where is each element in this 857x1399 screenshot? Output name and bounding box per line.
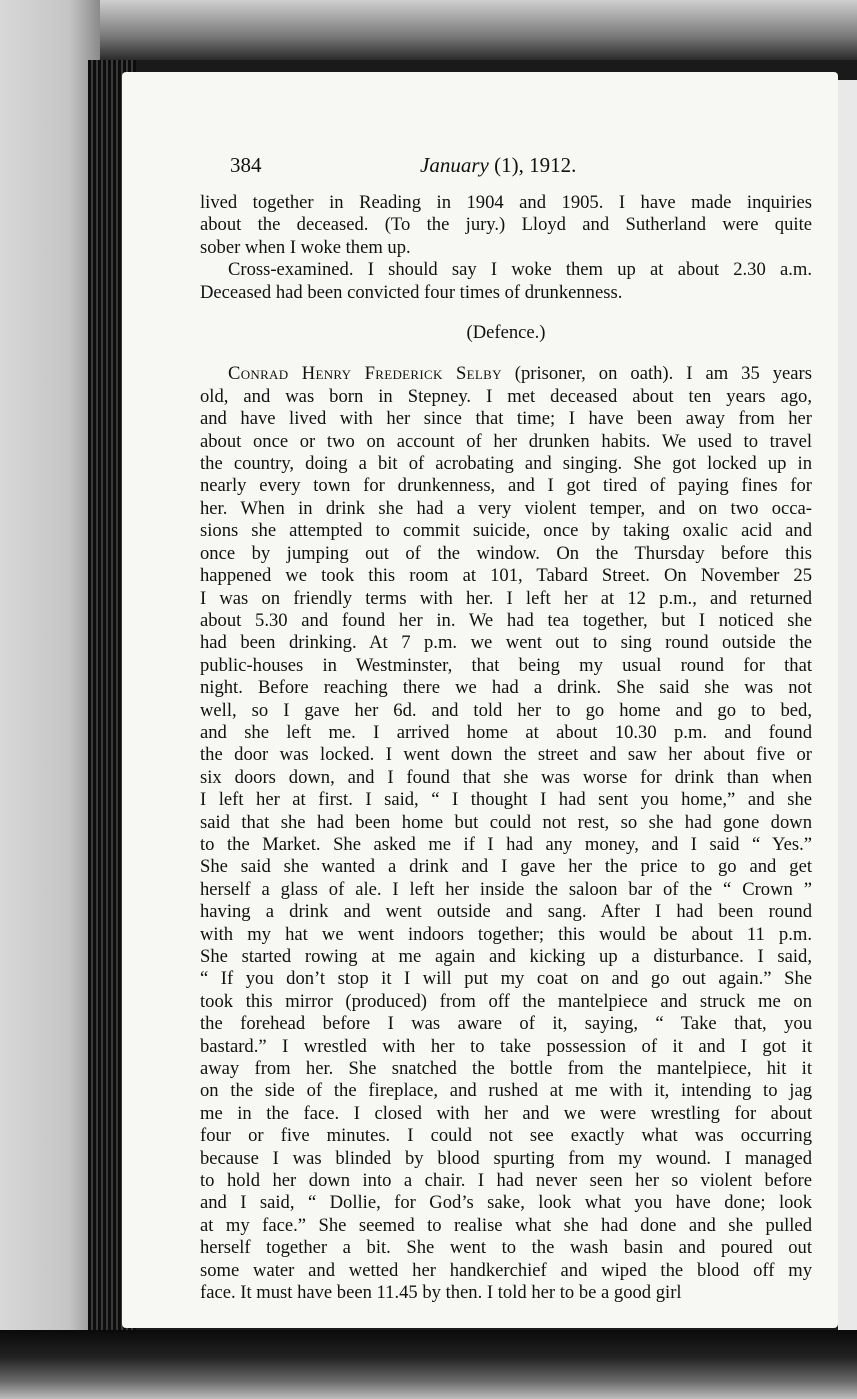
text-line: I was on friendly terms with her. I left her at 12 p.m., and returned xyxy=(200,587,812,609)
text-line: had been drinking. At 7 p.m. we went out to sing round outside the xyxy=(200,632,812,654)
text-line: sober when I woke them up. xyxy=(200,236,411,258)
text-line: because I was blinded by blood spurting from my wound. I managed xyxy=(200,1147,812,1169)
running-head-date-rest: (1), 1912. xyxy=(494,153,577,177)
text-line: the country, doing a bit of acrobating and singing. She got locked up in xyxy=(200,453,812,475)
running-head-month: January xyxy=(420,153,489,177)
scan-bottom-edge xyxy=(0,1330,857,1399)
text-line: bastard.” I wrestled with her to take possession of it and I got it xyxy=(200,1035,812,1057)
text-line: herself together a bit. She went to the wash basin and poured out xyxy=(200,1237,812,1259)
text-line: “ If you don’t stop it I will put my coat on and go out again.” She xyxy=(200,968,812,990)
paragraph-continued xyxy=(200,192,812,259)
text-line: happened we took this room at 101, Tabard Street. On November 25 xyxy=(200,565,812,587)
facing-page-sliver xyxy=(838,80,857,1340)
text-line: nearly every town for drunkenness, and I got tired of paying fines for xyxy=(200,475,812,497)
text-line: She started rowing at me again and kicking up a disturbance. I said, xyxy=(200,946,812,967)
text-line: at my face.” She seemed to realise what she had done and she pulled xyxy=(200,1214,812,1236)
text-line: public-houses in Westminster, that being my usual round for that xyxy=(200,654,812,676)
text-line: to the Market. She asked me if I had any money, and I said “ Yes.” xyxy=(200,833,812,855)
running-head xyxy=(230,153,790,179)
running-head-date xyxy=(420,153,576,178)
text-line: about once or two on account of her drunken habits. We used to travel xyxy=(200,430,812,452)
text-line: some water and wetted her handkerchief and wiped the blood off my xyxy=(200,1259,812,1281)
text-line: Deceased had been convicted four times of drunkenness. xyxy=(200,281,623,303)
text-line: herself a glass of ale. I left her inside the saloon bar of the “ Crown ” xyxy=(200,878,812,900)
text-line: with my hat we went indoors together; this would be about 11 p.m. xyxy=(200,923,812,945)
text-line: having a drink and went outside and sang. After I had been round xyxy=(200,901,812,923)
paragraph-defence-testimony xyxy=(200,363,812,1304)
text-line: and she left me. I arrived home at about 10.30 p.m. and found xyxy=(200,721,812,743)
text-line: the door was locked. I went down the street and saw her about five or xyxy=(200,744,812,766)
text-line: and I said, “ Dollie, for God’s sake, look what you have done; look xyxy=(200,1192,812,1214)
text-line: about 5.30 and found her in. We had tea together, but I noticed she xyxy=(200,609,812,631)
scan-left-margin xyxy=(0,0,100,1399)
text-line xyxy=(200,363,812,385)
body-text xyxy=(200,192,812,1305)
text-line: She said she wanted a drink and I gave her the price to go and get xyxy=(200,856,812,878)
text-line: well, so I gave her 6d. and told her to go home and go to bed, xyxy=(200,699,812,721)
text-line: and have lived with her since that time; I have been away from her xyxy=(200,408,812,430)
book-page xyxy=(122,72,838,1328)
text-line: face. It must have been 11.45 by then. I told her to be a good girl xyxy=(200,1282,682,1304)
text-line: once by jumping out of the window. On the Thursday before this xyxy=(200,542,812,564)
paragraph-cross-examined xyxy=(200,259,812,304)
section-heading: (Defence.) xyxy=(466,322,546,344)
text-line: her. When in drink she had a very violent temper, and on two occa- xyxy=(200,497,812,519)
text-line: I left her at first. I said, “ I thought I had sent you home,” and she xyxy=(200,789,812,811)
witness-name: Conrad Henry Frederick Selby xyxy=(228,363,502,385)
text-line: four or five minutes. I could not see exactly what was occurring xyxy=(200,1125,812,1147)
scan-top-edge xyxy=(0,0,857,60)
text-line: sions she attempted to commit suicide, once by taking oxalic acid and xyxy=(200,520,812,542)
text-line: six doors down, and I found that she was worse for drink than when xyxy=(200,766,812,788)
page-number: 384 xyxy=(230,153,262,177)
text-line: old, and was born in Stepney. I met deceased about ten years ago, xyxy=(200,385,812,407)
text-line: the forehead before I was aware of it, saying, “ Take that, you xyxy=(200,1013,812,1035)
text-line: said that she had been home but could not rest, so she had gone down xyxy=(200,811,812,833)
text-line: lived together in Reading in 1904 and 1905. I have made inquiries xyxy=(200,192,812,213)
text-line: to hold her down into a chair. I had never seen her so violent before xyxy=(200,1170,812,1192)
text-line: about the deceased. (To the jury.) Lloyd and Sutherland were quite xyxy=(200,214,812,236)
text-line: on the side of the fireplace, and rushed at me with it, intending to jag xyxy=(200,1080,812,1102)
text-line: me in the face. I closed with her and we were wrestling for about xyxy=(200,1102,812,1124)
text-line: Cross-examined. I should say I woke them up at about 2.30 a.m. xyxy=(228,259,812,281)
text-line: night. Before reaching there we had a drink. She said she was not xyxy=(200,677,812,699)
text-line: took this mirror (produced) from off the mantelpiece and struck me on xyxy=(200,990,812,1012)
text-line: away from her. She snatched the bottle from the mantelpiece, hit it xyxy=(200,1058,812,1080)
witness-first-line: (prisoner, on oath). I am 35 years xyxy=(501,363,812,385)
